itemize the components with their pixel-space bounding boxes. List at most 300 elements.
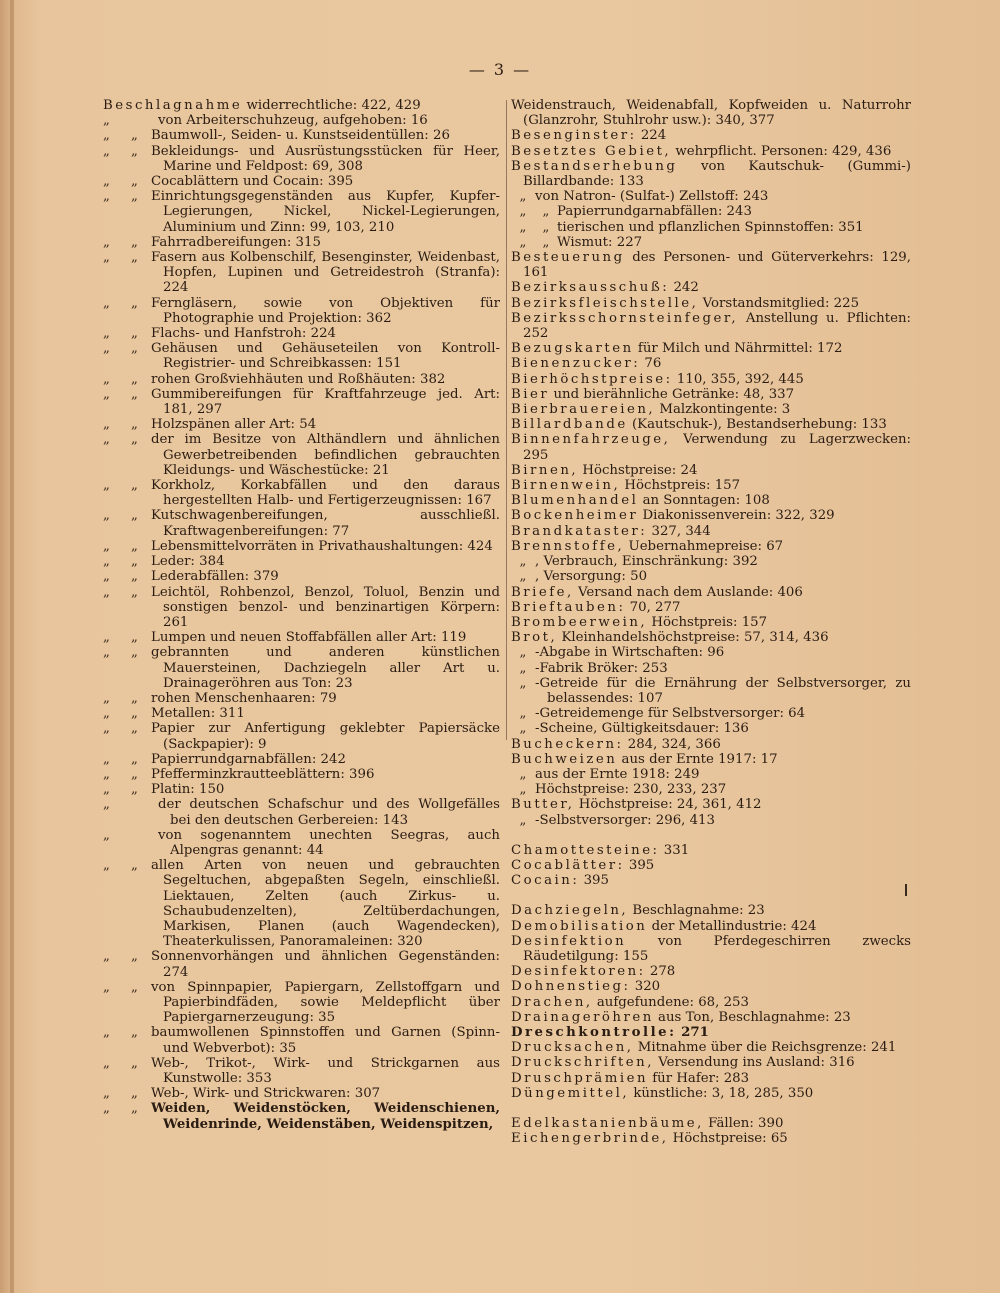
index-subentry [103,585,500,631]
index-entry [511,615,911,630]
ditto-mark: „ [131,1025,138,1041]
index-subentry [103,235,500,250]
index-entry [511,843,911,858]
entry-headword: Birnen, [511,462,579,478]
entry-headword: Brennstoffe, [511,538,625,554]
ditto-mark: „ [103,234,110,250]
entry-text: wehrpflicht. Personen: 429, 436 [675,143,892,159]
entry-text: rohen Menschenhaaren: 79 [151,690,337,706]
ditto-mark: „ [103,478,110,494]
ditto-mark: „ [103,630,110,646]
index-subentry [103,144,500,174]
ditto-mark: „ [542,234,550,250]
entry-text: 327, 344 [651,523,711,539]
left-column [103,98,500,1132]
entry-headword: Blumenhandel [511,493,639,509]
ditto-mark: „ [131,128,138,144]
index-subentry [511,676,911,706]
index-subentry [103,326,500,341]
entry-headword: Brieftauben: [511,599,626,615]
index-entry [511,144,911,159]
index-entry [511,1025,911,1040]
index-subentry [511,235,911,250]
index-subentry [103,721,500,751]
ditto-mark: „ [131,1086,138,1102]
index-entry [511,1086,911,1101]
ditto-mark: „ [131,432,138,448]
entry-text: , Verbrauch, Einschränkung: 392 [535,554,758,570]
entry-text: allen Arten von neuen und gebrauchten Segeltuchen, abgepaßten Segeln, einschließl. Liektauen, Zelten (auch Zirkus- u. Schaubudenzelten), Zeltüberdachungen, Markisen, Planen (auch Wagendecken), Theaterkulissen, Panoramaleinen: 320 [151,858,500,950]
entry-headword: Brombeerwein, [511,614,648,630]
index-subentry [103,828,500,858]
entry-text: von Pferdegeschirren zwecks Räudetilgung: 155 [523,933,911,964]
ditto-mark: „ [131,417,138,433]
entry-text: 76 [644,356,662,372]
ditto-mark: „ [131,766,138,782]
entry-text: Baumwoll-, Seiden- u. Kunstseidentüllen: 26 [151,128,450,144]
entry-headword: Dohnenstieg: [511,979,631,995]
index-entry [511,1055,911,1070]
index-subentry [511,661,911,676]
entry-text: von Arbeiterschuhzeug, aufgehoben: 16 [158,113,428,129]
ditto-mark: „ [131,234,138,250]
ditto-mark: „ [131,721,138,737]
ditto-mark: „ [103,827,110,843]
entry-text: Fahrradbereifungen: 315 [151,234,321,250]
index-entry [511,1131,911,1146]
entry-headword: Druschprämien [511,1070,649,1086]
entry-text: für Hafer: 283 [652,1070,750,1086]
entry-text: 395 [583,873,609,889]
ditto-mark: „ [131,295,138,311]
ditto-mark: „ [131,143,138,159]
page-number: — 3 — [468,60,532,79]
ditto-mark: „ [103,1101,110,1117]
entry-text: 320 [634,979,661,995]
entry-headword: Beschlagnahme [103,98,243,113]
entry-text: Korkholz, Korkabfällen und den daraus hergestellten Halb- und Fertigerzeugnissen: 167 [151,478,500,509]
entry-text: 395 [628,857,655,873]
entry-text: Verwendung zu Lagerzwecken: 295 [523,432,911,463]
ditto-mark: „ [131,371,138,387]
index-entry [511,539,911,554]
entry-text: der im Besitze von Althändlern und ähnlichen Gewerbetreibenden befindlichen gebrauchten Kleidungs- und Wäschestücke: 21 [151,432,500,478]
index-subentry [103,767,500,782]
ditto-mark: „ [103,417,110,433]
entry-headword: Besetztes Gebiet, [511,143,672,159]
index-entry [511,341,911,356]
entry-text: aus Ton, Beschlagnahme: 23 [658,1009,851,1025]
entry-headword: Druckschriften, [511,1055,654,1071]
ditto-mark: „ [103,508,110,524]
entry-text: Papier zur Anfertigung geklebter Papiersäcke (Sackpapier): 9 [151,721,500,752]
index-entry [511,873,911,888]
entry-text: Anstellung u. Pflichten: 252 [523,310,911,342]
entry-text: Fällen: 390 [708,1116,784,1131]
index-entry [511,585,911,600]
entry-text: -Abgabe in Wirtschaften: 96 [535,645,725,661]
entry-headword: Dreschkontrolle: [511,1024,677,1040]
index-entry [511,752,911,767]
ditto-mark: „ [519,706,527,722]
ditto-mark: „ [103,1025,110,1041]
index-entry [103,98,500,113]
entry-text: Papierrundgarnabfällen: 242 [151,751,346,767]
ditto-mark: „ [542,204,550,220]
ditto-mark: „ [103,432,110,448]
entry-text: der deutschen Schafschur und des Wollgefälles bei den deutschen Gerbereien: 143 [158,797,500,828]
index-subentry [103,113,500,128]
entry-headword: Bezirksschornsteinfeger, [511,310,739,326]
ditto-mark: „ [131,949,138,965]
ditto-mark: „ [131,584,138,600]
index-subentry [511,220,911,235]
entry-headword: Besenginster: [511,128,637,144]
index-subentry [103,569,500,584]
entry-headword: Bier [511,386,550,402]
index-entry [511,478,911,493]
index-subentry [103,752,500,767]
ditto-mark: „ [519,569,527,585]
index-subentry [511,645,911,660]
entry-headword: Bezugskarten [511,341,634,357]
entry-text: für Milch und Nährmittel: 172 [637,341,843,357]
ditto-mark: „ [103,858,110,874]
entry-headword: Birnenwein, [511,478,621,494]
index-subentry [103,797,500,827]
index-entry [511,417,911,432]
ditto-mark: „ [131,979,138,995]
index-entry [511,508,911,523]
index-subentry [511,782,911,797]
ditto-mark: „ [103,113,110,129]
index-subentry [103,174,500,189]
entry-text: Lumpen und neuen Stoffabfällen aller Art: 119 [151,630,467,646]
entry-headword: Bienenzucker: [511,356,641,372]
entry-text: Vorstandsmitglied: 225 [702,295,860,311]
entry-text: widerrechtliche: 422, 429 [246,98,421,113]
ditto-mark: „ [103,143,110,159]
entry-text: -Selbstversorger: 296, 413 [535,812,715,828]
index-subentry [511,813,911,828]
entry-text: von Spinnpapier, Papiergarn, Zellstoffgarn und Papierbindfäden, sowie Meldepflicht über Papiergarnerzeugung: 35 [151,979,500,1026]
entry-text: Einrichtungsgegenständen aus Kupfer, Kupfer-Legierungen, Nickel, Nickel-Legierungen, Aluminium und Zinn: 99, 103, 210 [151,189,500,235]
index-entry [511,356,911,371]
index-entry [511,387,911,402]
ditto-mark: „ [103,295,110,311]
entry-headword: Cocablätter: [511,857,625,873]
index-entry [511,402,911,417]
ditto-mark: „ [103,979,110,995]
ditto-mark: „ [131,326,138,342]
ditto-mark: „ [103,189,110,205]
entry-text: -Scheine, Gültigkeitsdauer: 136 [535,721,749,737]
entry-text: Cocablättern und Cocain: 395 [151,174,354,190]
section-gap [511,1101,911,1116]
entry-text: 284, 324, 366 [627,736,721,752]
index-entry [511,280,911,295]
index-entry [511,858,911,873]
ditto-mark: „ [131,554,138,570]
section-gap [511,888,911,903]
ditto-mark: „ [103,554,110,570]
entry-headword: Bierbrauereien, [511,402,656,418]
entry-text: an Sonntagen: 108 [642,493,770,509]
entry-headword: Buchweizen [511,751,618,767]
index-entry [511,1116,911,1131]
ditto-mark: „ [519,554,527,570]
entry-headword: Demobilisation [511,918,648,934]
ditto-mark: „ [131,751,138,767]
entry-text: , Versorgung: 50 [535,569,648,585]
entry-text: Versand nach dem Auslande: 406 [578,584,803,600]
entry-text: rohen Großviehhäuten und Roßhäuten: 382 [151,371,446,387]
ditto-mark: „ [103,645,110,661]
ditto-mark: „ [103,569,110,585]
entry-text: Ferngläsern, sowie von Objektiven für Photographie und Projektion: 362 [151,295,500,326]
index-subentry [511,767,911,782]
entry-headword: Besteuerung [511,250,625,266]
entry-text: künstliche: 3, 18, 285, 350 [633,1085,814,1101]
index-entry [511,159,911,189]
index-subentry [103,372,500,387]
ditto-mark: „ [131,1101,138,1117]
entry-headword: Bezirksfleischstelle, [511,295,699,311]
entry-text: Lebensmittelvorräten in Privathaushaltungen: 424 [151,538,493,554]
entry-text: Höchstpreise: 65 [672,1131,788,1147]
index-entry [511,1071,911,1086]
ditto-mark: „ [131,569,138,585]
entry-text: 271 [681,1024,709,1040]
entry-text: 70, 277 [629,599,681,615]
index-subentry [103,630,500,645]
entry-headword: Binnenfahrzeuge, [511,432,671,448]
entry-text: Diakonissenverein: 322, 329 [642,508,835,524]
index-entry [511,98,911,128]
index-subentry [511,721,911,736]
ditto-mark: „ [103,949,110,965]
index-entry [511,296,911,311]
ditto-mark: „ [519,766,527,782]
index-entry [511,311,911,341]
ditto-mark: „ [131,1055,138,1071]
entry-text: Weidenstrauch, Weidenabfall, Kopfweiden u. Naturrohr (Glanzrohr, Stuhlrohr usw.): 340, 377 [511,98,911,129]
index-entry [511,1010,911,1025]
ditto-mark: „ [519,782,527,798]
index-entry [511,1040,911,1055]
index-subentry [103,1086,500,1101]
ditto-mark: „ [103,128,110,144]
entry-text: -Fabrik Bröker: 253 [535,660,668,676]
entry-text: tierischen und pflanzlichen Spinnstoffen: 351 [557,219,864,235]
entry-text: Höchstpreise: 24, 361, 412 [578,797,762,813]
entry-headword: Butter, [511,797,575,813]
ditto-mark: „ [519,812,527,828]
entry-text: Lederabfällen: 379 [151,569,279,585]
ditto-mark: „ [103,782,110,798]
entry-headword: Dachziegeln, [511,903,629,919]
index-subentry [103,858,500,949]
index-subentry [103,645,500,691]
index-entry [511,630,911,645]
ditto-mark: „ [519,675,527,691]
entry-text: Web-, Trikot-, Wirk- und Strickgarnen aus Kunstwolle: 353 [151,1055,500,1086]
entry-text: Fasern aus Kolbenschilf, Besenginster, Weidenbast, Hopfen, Lupinen und Getreidestroh (Stranfa): 224 [151,250,500,296]
entry-text: Pfefferminzkrautteeblättern: 396 [151,766,375,782]
entry-text: Uebernahmepreise: 67 [628,538,784,554]
binding-fold [10,0,14,1293]
entry-text: Kleinhandelshöchstpreise: 57, 314, 436 [561,630,829,646]
ditto-mark: „ [131,630,138,646]
entry-text: -Getreide für die Ernährung der Selbstversorger, zu belassendes: 107 [535,675,911,706]
ditto-mark: „ [519,234,527,250]
entry-text: und bierähnliche Getränke: 48, 337 [553,386,795,402]
ditto-mark: „ [519,645,527,661]
entry-text: Höchstpreise: 24 [582,462,698,478]
entry-headword: Drachen, [511,994,593,1010]
ditto-mark: „ [131,538,138,554]
entry-text: Wismut: 227 [557,234,643,250]
entry-headword: Brandkataster: [511,523,648,539]
entry-headword: Bockenheimer [511,508,639,524]
entry-text: von Kautschuk- (Gummi-) Billardbande: 133 [523,158,911,190]
ditto-mark: „ [103,326,110,342]
entry-text: Leichtöl, Rohbenzol, Benzol, Toluol, Benzin und sonstigen benzol- und benzinartigen Körpern: 261 [151,584,500,630]
index-entry [511,600,911,615]
ditto-mark: „ [519,660,527,676]
entry-headword: Bierhöchstpreise: [511,371,673,387]
entry-text: 242 [673,280,699,296]
entry-text: Weiden, Weidenstöcken, Weidenschienen, Weidenrinde, Weidenstäben, Weidenspitzen, [151,1101,500,1132]
ditto-mark: „ [103,538,110,554]
index-subentry [103,691,500,706]
index-entry [511,737,911,752]
ditto-mark: „ [103,706,110,722]
index-subentry [511,189,911,204]
index-entry [511,128,911,143]
entry-text: aus der Ernte 1917: 17 [621,751,778,767]
right-column [511,98,911,1146]
entry-text: Papierrundgarnabfällen: 243 [557,204,752,220]
entry-text: Versendung ins Ausland: 316 [658,1055,855,1071]
index-subentry [103,417,500,432]
ditto-mark: „ [103,1086,110,1102]
index-subentry [103,508,500,538]
index-subentry [511,569,911,584]
index-subentry [103,1025,500,1055]
entry-text: 224 [640,128,667,144]
entry-text: (Kautschuk-), Bestandserhebung: 133 [631,417,887,433]
entry-text: Kutschwagenbereifungen, ausschließl. Kraftwagenbereifungen: 77 [151,508,500,539]
entry-headword: Bucheckern: [511,736,624,752]
ditto-mark: „ [519,219,527,235]
index-subentry [103,128,500,143]
entry-text: von Natron- (Sulfat-) Zellstoff: 243 [535,189,769,205]
entry-text: Mitnahme über die Reichsgrenze: 241 [637,1040,897,1056]
index-entry [511,524,911,539]
index-entry [511,903,911,918]
index-entry [511,797,911,812]
index-entry [511,432,911,462]
ditto-mark: „ [103,797,110,813]
entry-text: Flachs- und Hanfstroh: 224 [151,326,337,342]
entry-text: Web-, Wirk- und Strickwaren: 307 [151,1086,381,1102]
index-subentry [103,554,500,569]
index-subentry [103,782,500,797]
index-subentry [103,296,500,326]
entry-headword: Brot, [511,630,558,646]
entry-headword: Drainageröhren [511,1009,654,1025]
ditto-mark: „ [103,1055,110,1071]
entry-text: 110, 355, 392, 445 [676,371,804,387]
entry-headword: Desinfektion [511,933,627,949]
entry-text: aufgefundene: 68, 253 [596,994,749,1010]
entry-text: -Getreidemenge für Selbstversorger: 64 [535,706,806,722]
section-gap [511,828,911,843]
entry-headword: Drucksachen, [511,1040,634,1056]
entry-text: Bekleidungs- und Ausrüstungsstücken für Heer, Marine und Feldpost: 69, 308 [151,143,500,174]
index-subentry [103,539,500,554]
index-entry [511,979,911,994]
ditto-mark: „ [131,645,138,661]
ditto-mark: „ [519,721,527,737]
index-subentry [103,189,500,235]
ditto-mark: „ [131,341,138,357]
entry-headword: Briefe, [511,584,574,600]
entry-text: der Metallindustrie: 424 [651,918,817,934]
ditto-mark: „ [131,782,138,798]
ditto-mark: „ [131,706,138,722]
index-entry [511,250,911,280]
ditto-mark: „ [131,174,138,190]
ditto-mark: „ [103,690,110,706]
entry-text: 278 [649,964,676,980]
index-subentry [511,554,911,569]
entry-text: gebrannten und anderen künstlichen Mauersteinen, Dachziegeln aller Art u. Drainageröhren aus Ton: 23 [151,645,500,691]
entry-headword: Desinfektoren: [511,964,646,980]
index-subentry [103,250,500,296]
entry-text: Metallen: 311 [151,706,245,722]
ditto-mark: „ [103,174,110,190]
entry-headword: Düngemittel, [511,1085,630,1101]
entry-headword: Billardbande [511,417,628,433]
entry-text: Gehäusen und Gehäuseteilen von Kontroll-Registrier- und Schreibkassen: 151 [151,341,500,372]
ditto-mark: „ [131,478,138,494]
entry-headword: Bezirksausschuß: [511,280,670,296]
entry-text: Gummibereifungen für Kraftfahrzeuge jed. Art: 181, 297 [151,386,500,418]
ditto-mark: „ [542,219,550,235]
ditto-mark: „ [131,508,138,524]
entry-text: baumwollenen Spinnstoffen und Garnen (Spinn- und Webverbot): 35 [151,1025,500,1056]
ditto-mark: „ [131,386,138,402]
ditto-mark: „ [103,766,110,782]
ditto-mark: „ [519,204,527,220]
ditto-mark: „ [131,690,138,706]
index-subentry [103,387,500,417]
ditto-mark: „ [519,189,527,205]
index-subentry [103,1101,500,1131]
entry-text: aus der Ernte 1918: 249 [535,766,700,782]
entry-headword: Cocain: [511,873,580,889]
entry-headword: Edelkastanienbäume, [511,1116,704,1131]
index-entry [511,964,911,979]
index-entry [511,463,911,478]
entry-text: Höchstpreise: 230, 233, 237 [535,782,727,798]
entry-text: Holzspänen aller Art: 54 [151,417,317,433]
index-entry [511,493,911,508]
ditto-mark: „ [131,858,138,874]
index-entry [511,995,911,1010]
